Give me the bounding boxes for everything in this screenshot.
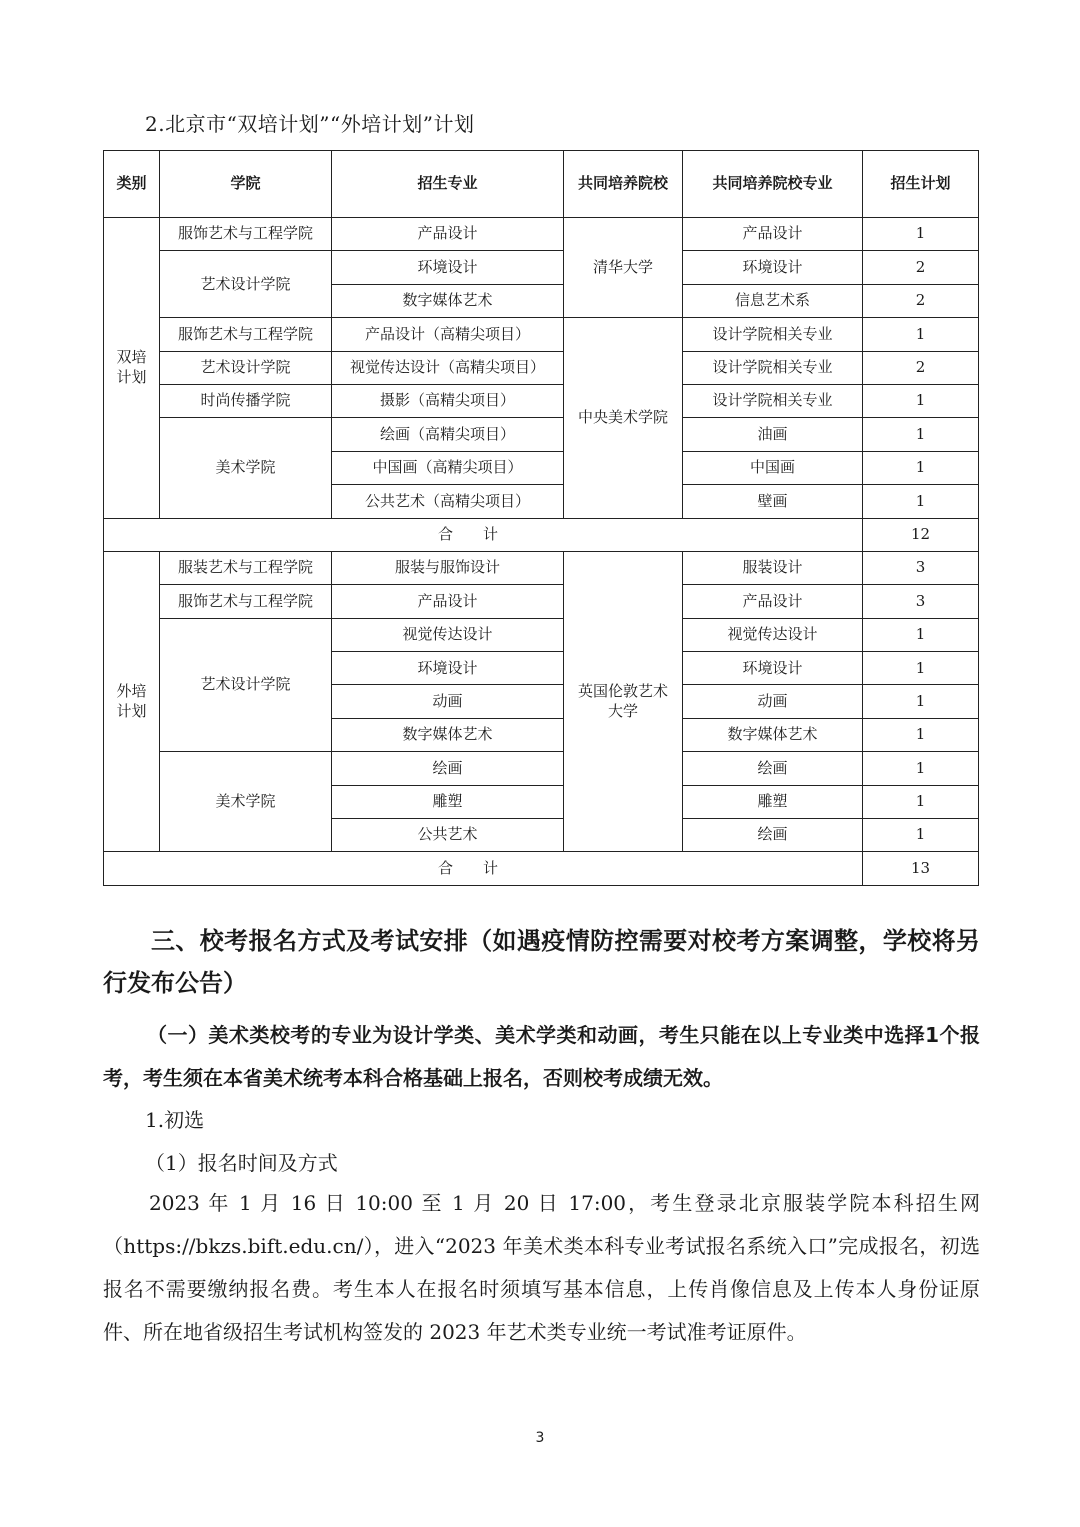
partner-cell: 中央美术学院 <box>564 318 683 518</box>
major-cell: 环境设计 <box>332 652 564 685</box>
category-cell-shuangpei: 双培 计划 <box>104 218 160 519</box>
college-cell: 美术学院 <box>160 752 332 852</box>
table-row <box>104 418 979 451</box>
header-partner: 共同培养院校 <box>564 151 683 218</box>
partner-major-cell: 雕塑 <box>683 785 863 818</box>
plan-cell: 3 <box>863 585 979 618</box>
header-partner-major: 共同培养院校专业 <box>683 151 863 218</box>
major-cell: 公共艺术 <box>332 819 564 852</box>
item-preliminary: 1.初选 <box>145 1108 205 1132</box>
plan-cell: 3 <box>863 551 979 584</box>
college-cell: 服饰艺术与工程学院 <box>160 218 332 251</box>
college-cell: 服装艺术与工程学院 <box>160 551 332 584</box>
college-cell: 艺术设计学院 <box>160 251 332 318</box>
header-category: 类别 <box>104 151 160 218</box>
plan-cell: 1 <box>863 785 979 818</box>
partner-major-cell: 设计学院相关专业 <box>683 384 863 417</box>
table-row <box>104 251 979 284</box>
total-label: 合计 <box>437 858 528 877</box>
major-cell: 摄影（高精尖项目） <box>332 384 564 417</box>
partner-major-cell: 壁画 <box>683 485 863 518</box>
plan-cell: 1 <box>863 685 979 718</box>
table-row <box>104 618 979 651</box>
page-number: 3 <box>535 1430 545 1446</box>
partner-major-cell: 绘画 <box>683 752 863 785</box>
registration-paragraph: 2023 年 1 月 16 日 10:00 至 1 月 20 日 17:00，考生登录北京服装学院本科招生网（https://bkzs.bift.edu.cn/），进入“2023 年美术类本科专业考试报名系统入口”完成报名，初选报名不需要缴纳报名费。考生本人在报名时须填写基本信息，上传肖像信息及上传本人身份证原件、所在地省级招生考试机构签发的 2023 年艺术类专业统一考试准考证原件。 <box>103 1191 980 1344</box>
major-cell: 产品设计 <box>332 585 564 618</box>
partner-major-cell: 绘画 <box>683 819 863 852</box>
plan-cell: 2 <box>863 351 979 384</box>
item-registration-heading: （1）报名时间及方式 <box>145 1151 338 1175</box>
plan-cell: 1 <box>863 318 979 351</box>
total-value-cell: 12 <box>863 518 979 551</box>
sub-heading: 2.北京市“双培计划”“外培计划”计划 <box>145 112 475 136</box>
partner-major-cell: 数字媒体艺术 <box>683 718 863 751</box>
major-cell: 数字媒体艺术 <box>332 284 564 317</box>
total-value-cell: 13 <box>863 852 979 885</box>
header-plan: 招生计划 <box>863 151 979 218</box>
partner-major-cell: 动画 <box>683 685 863 718</box>
college-cell: 时尚传播学院 <box>160 384 332 417</box>
partner-major-cell: 中国画 <box>683 451 863 484</box>
table-row <box>104 351 979 384</box>
plan-cell: 1 <box>863 718 979 751</box>
header-major: 招生专业 <box>332 151 564 218</box>
college-cell: 美术学院 <box>160 418 332 518</box>
major-cell: 绘画 <box>332 752 564 785</box>
table-header-row <box>104 151 979 218</box>
partner-major-cell: 产品设计 <box>683 585 863 618</box>
major-cell: 绘画（高精尖项目） <box>332 418 564 451</box>
partner-major-cell: 产品设计 <box>683 218 863 251</box>
major-cell: 中国画（高精尖项目） <box>332 451 564 484</box>
plan-cell: 2 <box>863 284 979 317</box>
plan-cell: 1 <box>863 418 979 451</box>
total-label: 合计 <box>437 524 528 543</box>
table-row <box>104 218 979 251</box>
plan-cell: 1 <box>863 451 979 484</box>
table-row <box>104 318 979 351</box>
major-cell: 视觉传达设计 <box>332 618 564 651</box>
major-cell: 公共艺术（高精尖项目） <box>332 485 564 518</box>
partner-major-cell: 信息艺术系 <box>683 284 863 317</box>
partner-major-cell: 油画 <box>683 418 863 451</box>
partner-major-cell: 设计学院相关专业 <box>683 318 863 351</box>
plan-cell: 1 <box>863 752 979 785</box>
table-row <box>104 752 979 785</box>
college-cell: 服饰艺术与工程学院 <box>160 585 332 618</box>
partner-major-cell: 环境设计 <box>683 652 863 685</box>
enrollment-plan-table <box>103 150 979 886</box>
plan-cell: 1 <box>863 384 979 417</box>
major-cell: 动画 <box>332 685 564 718</box>
plan-cell: 1 <box>863 485 979 518</box>
college-cell: 艺术设计学院 <box>160 351 332 384</box>
major-cell: 产品设计（高精尖项目） <box>332 318 564 351</box>
table-row <box>104 551 979 584</box>
total-label-cell <box>104 518 863 551</box>
plan-cell: 1 <box>863 819 979 852</box>
major-cell: 环境设计 <box>332 251 564 284</box>
table-row <box>104 384 979 417</box>
partner-cell: 英国伦敦艺术 大学 <box>564 551 683 852</box>
major-cell: 视觉传达设计（高精尖项目） <box>332 351 564 384</box>
section-three-paragraph: （一）美术类校考的专业为设计学类、美术学类和动画，考生只能在以上专业类中选择1个报考，考生须在本省美术统考本科合格基础上报名，否则校考成绩无效。 <box>103 1023 980 1090</box>
college-cell: 艺术设计学院 <box>160 618 332 752</box>
section-three-title: 三、校考报名方式及考试安排（如遇疫情防控需要对校考方案调整，学校将另行发布公告） <box>103 927 980 997</box>
total-label-cell <box>104 852 863 885</box>
partner-major-cell: 视觉传达设计 <box>683 618 863 651</box>
major-cell: 服装与服饰设计 <box>332 551 564 584</box>
category-cell-waipei: 外培 计划 <box>104 551 160 852</box>
college-cell: 服饰艺术与工程学院 <box>160 318 332 351</box>
plan-cell: 1 <box>863 218 979 251</box>
plan-cell: 1 <box>863 618 979 651</box>
table-row <box>104 585 979 618</box>
partner-major-cell: 环境设计 <box>683 251 863 284</box>
major-cell: 产品设计 <box>332 218 564 251</box>
partner-major-cell: 服装设计 <box>683 551 863 584</box>
plan-cell: 2 <box>863 251 979 284</box>
major-cell: 数字媒体艺术 <box>332 718 564 751</box>
plan-cell: 1 <box>863 652 979 685</box>
header-college: 学院 <box>160 151 332 218</box>
partner-major-cell: 设计学院相关专业 <box>683 351 863 384</box>
major-cell: 雕塑 <box>332 785 564 818</box>
partner-cell: 清华大学 <box>564 218 683 318</box>
total-row <box>104 518 979 551</box>
total-row <box>104 852 979 885</box>
